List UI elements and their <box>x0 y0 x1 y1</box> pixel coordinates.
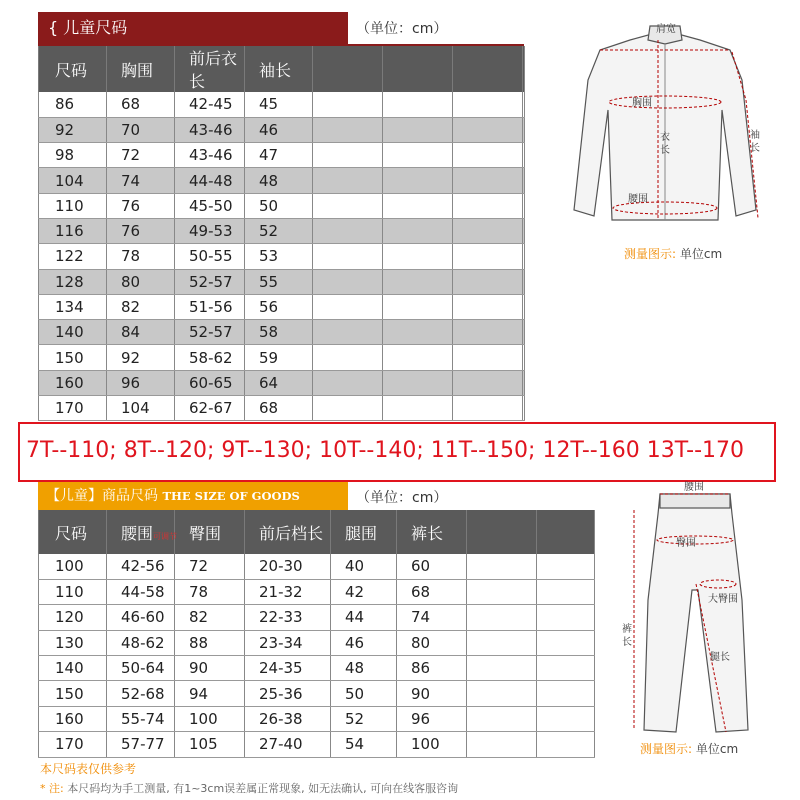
table-cell: 54 <box>331 732 397 757</box>
table-cell <box>383 143 453 168</box>
table-cell: 46 <box>245 117 313 142</box>
table-row <box>39 244 525 269</box>
table-cell <box>537 554 595 579</box>
table-cell <box>453 143 523 168</box>
table-cell <box>383 117 453 142</box>
table-cell <box>453 193 523 218</box>
table-row <box>39 630 595 655</box>
sleeve-label-b: 长 <box>750 143 760 154</box>
col-header: 臀围 <box>175 510 245 554</box>
table-cell <box>313 193 383 218</box>
table-cell: 160 <box>39 706 107 731</box>
table-row <box>39 345 525 370</box>
disclaimer-text: 本尺码均为手工测量, 有1~3cm误差属正常现象, 如无法确认, 可向在线客服咨询 <box>67 782 459 795</box>
col-header <box>537 510 595 554</box>
table-row <box>39 193 525 218</box>
table-cell: 52-68 <box>107 681 175 706</box>
table-cell: 74 <box>107 168 175 193</box>
table-cell <box>313 168 383 193</box>
table-cell: 72 <box>175 554 245 579</box>
table-cell: 42-56 <box>107 554 175 579</box>
table-cell <box>453 244 523 269</box>
table-cell <box>537 656 595 681</box>
table-cell: 42-45 <box>175 92 245 117</box>
table-cell <box>383 193 453 218</box>
disclaimer-note <box>40 780 458 796</box>
col-header: 袖长 <box>245 46 313 92</box>
table-cell <box>467 656 537 681</box>
table-cell <box>313 218 383 243</box>
table-cell: 80 <box>107 269 175 294</box>
table-cell: 50 <box>245 193 313 218</box>
thigh-label: 大臀围 <box>708 594 738 605</box>
table-cell: 51-56 <box>175 294 245 319</box>
table-cell <box>523 218 525 243</box>
table-cell: 100 <box>39 554 107 579</box>
table-cell: 170 <box>39 732 107 757</box>
table-cell: 90 <box>397 681 467 706</box>
waist-label: 腰围 <box>628 194 648 205</box>
table-cell <box>453 320 523 345</box>
table-cell: 100 <box>175 706 245 731</box>
table-cell: 72 <box>107 143 175 168</box>
table-cell: 40 <box>331 554 397 579</box>
table-cell <box>467 732 537 757</box>
table-cell: 48 <box>245 168 313 193</box>
goods-size-header-cn: 【儿童】商品尺码 <box>46 488 158 504</box>
table-row <box>39 681 595 706</box>
table-cell: 150 <box>39 345 107 370</box>
table-row <box>39 168 525 193</box>
table-cell: 60-65 <box>175 370 245 395</box>
col-header <box>523 46 525 92</box>
table-cell: 104 <box>39 168 107 193</box>
col-header: 尺码 <box>39 510 107 554</box>
table-cell: 64 <box>245 370 313 395</box>
table-row <box>39 143 525 168</box>
length-label-b: 长 <box>660 145 670 156</box>
caption-unit: 单位cm <box>695 742 739 756</box>
table-cell: 100 <box>397 732 467 757</box>
table-row <box>39 605 595 630</box>
table-cell: 58 <box>245 320 313 345</box>
table-cell <box>537 732 595 757</box>
waist-header-text: 腰围 <box>121 523 154 543</box>
table-cell <box>383 168 453 193</box>
table-cell: 52-57 <box>175 269 245 294</box>
table-cell: 82 <box>107 294 175 319</box>
table-cell: 90 <box>175 656 245 681</box>
table-cell: 50 <box>331 681 397 706</box>
table-cell <box>383 370 453 395</box>
table-cell: 86 <box>39 92 107 117</box>
table-cell: 76 <box>107 218 175 243</box>
col-header: 裤长 <box>397 510 467 554</box>
table-cell <box>313 92 383 117</box>
table-cell <box>523 294 525 319</box>
pants-measurement-diagram <box>618 480 768 740</box>
table-cell: 50-55 <box>175 244 245 269</box>
waist-adjustable-note: 可调节 <box>153 531 178 541</box>
table-cell <box>523 345 525 370</box>
table-cell: 50-64 <box>107 656 175 681</box>
col-header <box>467 510 537 554</box>
table-row <box>39 706 595 731</box>
table-cell <box>523 92 525 117</box>
table-cell <box>523 396 525 421</box>
table-cell <box>313 143 383 168</box>
table-cell: 84 <box>107 320 175 345</box>
table-cell: 68 <box>397 579 467 604</box>
table-cell: 48 <box>331 656 397 681</box>
table-row <box>39 320 525 345</box>
table-cell: 62-67 <box>175 396 245 421</box>
note-star: * 注: <box>40 782 64 795</box>
pants-length-label-b: 长 <box>622 637 632 648</box>
bottom-diagram-caption <box>640 740 738 757</box>
table-cell: 116 <box>39 218 107 243</box>
table-cell <box>383 320 453 345</box>
chest-label: 胸围 <box>632 98 652 109</box>
table-cell: 53 <box>245 244 313 269</box>
table-cell: 60 <box>397 554 467 579</box>
table-cell: 92 <box>107 345 175 370</box>
table-cell <box>453 370 523 395</box>
table-cell <box>313 294 383 319</box>
table-cell <box>453 168 523 193</box>
table-cell <box>453 218 523 243</box>
table-cell <box>313 269 383 294</box>
table-cell: 45 <box>245 92 313 117</box>
shoulder-label: 肩宽 <box>656 24 676 35</box>
col-header-waist <box>107 510 178 554</box>
table-cell: 52 <box>245 218 313 243</box>
table-cell <box>467 630 537 655</box>
table-cell: 22-33 <box>245 605 331 630</box>
table-cell: 122 <box>39 244 107 269</box>
table-cell: 104 <box>107 396 175 421</box>
goods-size-header-en: THE SIZE OF GOODS <box>162 489 300 503</box>
table-cell: 94 <box>175 681 245 706</box>
table-cell: 46-60 <box>107 605 175 630</box>
table-cell: 68 <box>245 396 313 421</box>
table-cell <box>523 244 525 269</box>
table-cell <box>467 554 537 579</box>
table-cell: 96 <box>397 706 467 731</box>
jacket-measurement-diagram <box>560 20 770 235</box>
table-cell: 68 <box>107 92 175 117</box>
table-cell: 47 <box>245 143 313 168</box>
col-header <box>383 46 453 92</box>
table-cell: 78 <box>175 579 245 604</box>
col-header: 前后衣长 <box>175 46 245 92</box>
table-row <box>39 396 525 421</box>
table-cell <box>383 92 453 117</box>
table-cell: 49-53 <box>175 218 245 243</box>
table-cell <box>313 244 383 269</box>
table-cell <box>383 269 453 294</box>
pants-length-label-a: 裤 <box>622 624 632 635</box>
table-cell <box>523 117 525 142</box>
table-cell <box>537 630 595 655</box>
table-row <box>39 294 525 319</box>
table-cell <box>537 579 595 604</box>
table-row <box>39 269 525 294</box>
table-cell: 160 <box>39 370 107 395</box>
table-cell: 92 <box>39 117 107 142</box>
table-cell <box>453 117 523 142</box>
table-row <box>39 92 525 117</box>
table-cell: 140 <box>39 320 107 345</box>
table-cell: 105 <box>175 732 245 757</box>
table-cell: 52-57 <box>175 320 245 345</box>
table-cell <box>383 218 453 243</box>
table-cell: 45-50 <box>175 193 245 218</box>
table-row <box>39 554 595 579</box>
table-cell: 96 <box>107 370 175 395</box>
table-cell: 43-46 <box>175 143 245 168</box>
table-cell <box>453 396 523 421</box>
reference-note: 本尺码表仅供参考 <box>40 762 137 776</box>
table-cell: 52 <box>331 706 397 731</box>
table-cell: 78 <box>107 244 175 269</box>
table-cell <box>453 92 523 117</box>
col-header <box>313 46 383 92</box>
table-cell <box>467 605 537 630</box>
table-cell <box>313 117 383 142</box>
table-cell: 48-62 <box>107 630 175 655</box>
bottom-unit-label: （单位：cm） <box>356 490 448 506</box>
top-diagram-caption <box>624 245 722 262</box>
table-cell: 42 <box>331 579 397 604</box>
table-cell: 46 <box>331 630 397 655</box>
bottom-table-header-row <box>39 510 595 554</box>
table-cell <box>537 681 595 706</box>
table-cell: 134 <box>39 294 107 319</box>
table-cell <box>313 396 383 421</box>
table-cell <box>523 168 525 193</box>
table-cell <box>523 370 525 395</box>
table-cell: 26-38 <box>245 706 331 731</box>
table-row <box>39 732 595 757</box>
leg-length-label: 腿长 <box>710 652 730 663</box>
table-cell <box>523 320 525 345</box>
table-cell: 55 <box>245 269 313 294</box>
table-cell: 88 <box>175 630 245 655</box>
pants-waist-label: 腰围 <box>684 482 704 493</box>
table-cell: 86 <box>397 656 467 681</box>
age-size-mapping: 7T--110; 8T--120; 9T--130; 10T--140; 11T--150; 12T--160 13T--170 <box>26 438 744 463</box>
caption-label: 测量图示: <box>640 742 693 756</box>
table-cell: 82 <box>175 605 245 630</box>
table-cell: 44-58 <box>107 579 175 604</box>
table-cell <box>313 320 383 345</box>
table-row <box>39 656 595 681</box>
caption-label: 测量图示: <box>624 247 677 261</box>
hip-label: 臀围 <box>676 538 696 549</box>
table-row <box>39 117 525 142</box>
table-cell: 43-46 <box>175 117 245 142</box>
table-cell: 120 <box>39 605 107 630</box>
length-label-a: 衣 <box>660 132 670 143</box>
table-cell <box>523 269 525 294</box>
table-cell: 44 <box>331 605 397 630</box>
top-unit-label: （单位：cm） <box>356 21 448 37</box>
table-cell <box>467 681 537 706</box>
table-cell: 128 <box>39 269 107 294</box>
kids-size-header: { 儿童尺码 <box>38 12 348 44</box>
table-cell: 55-74 <box>107 706 175 731</box>
table-row <box>39 370 525 395</box>
table-cell: 140 <box>39 656 107 681</box>
table-cell: 76 <box>107 193 175 218</box>
table-cell: 74 <box>397 605 467 630</box>
table-row <box>39 579 595 604</box>
table-cell: 20-30 <box>245 554 331 579</box>
table-cell: 130 <box>39 630 107 655</box>
table-cell: 24-35 <box>245 656 331 681</box>
top-size-table <box>38 46 525 421</box>
col-header: 胸围 <box>107 46 175 92</box>
table-cell <box>383 294 453 319</box>
table-cell: 58-62 <box>175 345 245 370</box>
top-table-header-row <box>39 46 525 92</box>
table-cell <box>383 396 453 421</box>
table-cell <box>453 294 523 319</box>
table-row <box>39 218 525 243</box>
table-cell <box>383 244 453 269</box>
table-cell <box>383 345 453 370</box>
col-header: 尺码 <box>39 46 107 92</box>
table-cell: 25-36 <box>245 681 331 706</box>
table-cell: 170 <box>39 396 107 421</box>
table-cell: 59 <box>245 345 313 370</box>
table-cell: 44-48 <box>175 168 245 193</box>
table-cell: 57-77 <box>107 732 175 757</box>
table-cell <box>523 193 525 218</box>
table-cell <box>537 706 595 731</box>
table-cell: 27-40 <box>245 732 331 757</box>
table-cell: 56 <box>245 294 313 319</box>
table-cell <box>313 370 383 395</box>
table-cell <box>467 706 537 731</box>
table-cell <box>523 143 525 168</box>
table-cell <box>537 605 595 630</box>
col-header: 腿围 <box>331 510 397 554</box>
bottom-size-table <box>38 510 595 758</box>
col-header <box>453 46 523 92</box>
table-cell <box>313 345 383 370</box>
col-header: 前后档长 <box>245 510 331 554</box>
table-cell: 80 <box>397 630 467 655</box>
table-cell <box>453 345 523 370</box>
table-cell: 70 <box>107 117 175 142</box>
table-cell: 21-32 <box>245 579 331 604</box>
table-cell: 98 <box>39 143 107 168</box>
sleeve-label-a: 袖 <box>750 130 760 141</box>
table-cell <box>467 579 537 604</box>
table-cell <box>453 269 523 294</box>
table-cell: 150 <box>39 681 107 706</box>
goods-size-header <box>38 482 348 510</box>
table-cell: 110 <box>39 193 107 218</box>
table-cell: 110 <box>39 579 107 604</box>
caption-unit: 单位cm <box>679 247 723 261</box>
table-cell: 23-34 <box>245 630 331 655</box>
